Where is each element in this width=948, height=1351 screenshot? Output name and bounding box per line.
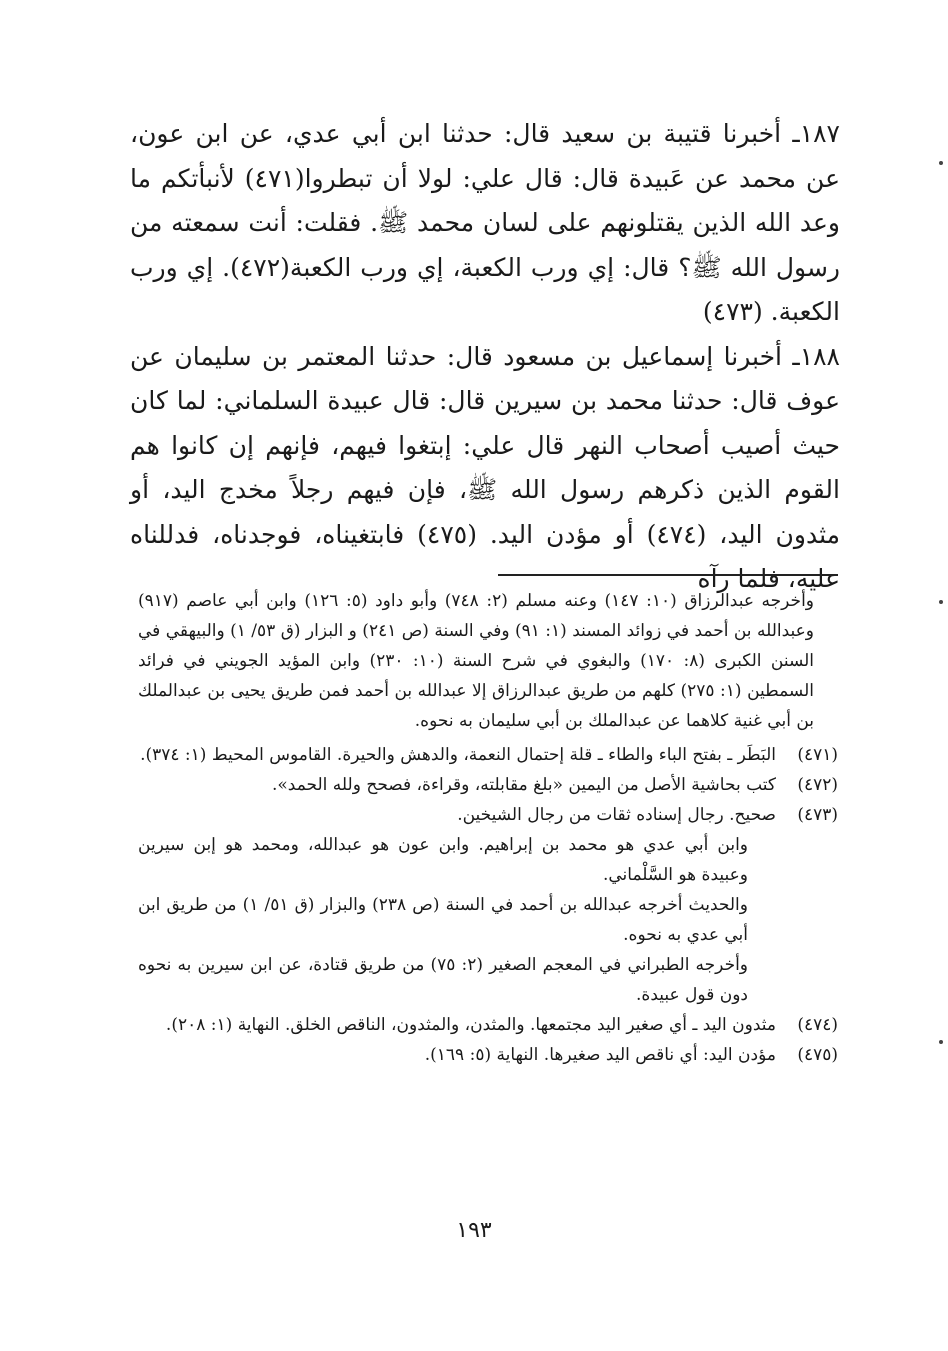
scan-speck xyxy=(939,161,943,165)
footnote-text: مثدون اليد ـ أي صغير اليد مجتمعها. والمثدن، والمثدون، الناقص الخلق. النهاية (١: ٢٠٨). xyxy=(165,1015,776,1035)
footnote-text: كتب بحاشية الأصل من اليمين «بلغ مقابلته، وقراءة، فصحح ولله الحمد». xyxy=(271,775,776,795)
footnote-474 xyxy=(138,1010,838,1040)
footnote-473-paragraph: وأخرجه الطبراني في المعجم الصغير (٢: ٧٥) من طريق قتادة، عن ابن سيرين به نحوه دون قول عبيدة. xyxy=(138,955,749,1005)
main-text xyxy=(130,112,840,602)
footnote-number: (٤٧٤) xyxy=(797,1015,838,1035)
scan-speck xyxy=(939,600,943,604)
footnote-text: البَطَر ـ بفتح الباء والطاء ـ قلة إحتمال النعمة، والدهش والحيرة. القاموس المحيط (١: ٣٧٤). xyxy=(140,745,776,765)
footnote-472 xyxy=(138,770,838,800)
footnote-text: مؤدن اليد: أي ناقص اليد صغيرها. النهاية (٥: ١٦٩). xyxy=(424,1045,776,1065)
page-number: ١٩٣ xyxy=(456,1218,492,1243)
footnote-number: (٤٧١) xyxy=(797,745,838,765)
footnote-473-paragraph: وابن أبي عدي هو محمد بن إبراهيم. وابن عون هو عبدالله، ومحمد هو إبن سيرين وعبيدة هو السَّلْماني. xyxy=(138,835,748,885)
footnote-separator xyxy=(498,574,838,576)
scan-speck xyxy=(939,1040,943,1044)
footnote-text: صحيح. رجال إسناده ثقات من رجال الشيخين. xyxy=(457,805,776,825)
footnote-number: (٤٧٥) xyxy=(797,1045,838,1065)
footnote-471 xyxy=(138,740,838,770)
hadith-188: ١٨٨ـ أخبرنا إسماعيل بن مسعود قال: حدثنا المعتمر بن سليمان عن عوف قال: حدثنا محمد بن سيرين قال: قال عبيدة السلماني: لما كان حيث أصيب أصحاب النهر قال علي: إبتغوا فيهم، فإنهم إن كانوا هم القوم الذين ذكرهم رسول الله ﷺ، فإن فيهم رجلاً مخدج اليد، أو مثدون اليد، (٤٧٤) أو مؤدن اليد. (٤٧٥) فابتغيناه، فوجدناه، فدللناه عليه، فلما رآه xyxy=(130,341,840,593)
footnote-continuation: وأخرجه عبدالرزاق (١٠: ١٤٧) وعنه مسلم (٢: ٧٤٨) وأبو داود (٥: ١٢٦) وابن أبي عاصم (٩١٧) وعبدالله بن أحمد في زوائد المسند (١: ٩١) وفي السنة (ص ٢٤١) و البزار (ق ٥٣/ ١) والبيهقي في السنن الكبرى (٨: ١٧٠) والبغوي في شرح السنة (١٠: ٢٣٠) وابن المؤيد الجويني في فرائد السمطين (١: ٢٧٥) كلهم من طريق عبدالرزاق إلا عبدالله بن أحمد فمن طريق يحيى بن عبدالملك بن أبي غنية كلاهما عن عبدالملك بن أبي سليمان به نحوه. xyxy=(138,591,815,731)
footnote-473 xyxy=(138,800,838,830)
footnote-number: (٤٧٢) xyxy=(797,775,838,795)
footnote-475 xyxy=(138,1040,838,1070)
hadith-187: ١٨٧ـ أخبرنا قتيبة بن سعيد قال: حدثنا ابن أبي عدي، عن ابن عون، عن محمد عن عَبيدة قال: قال علي: لولا أن تبطروا(٤٧١) لأنبأتكم ما وعد الله الذين يقتلونهم على لسان محمد ﷺ. فقلت: أنت سمعته من رسول الله ﷺ؟ قال: إي ورب الكعبة، إي ورب الكعبة(٤٧٢). إي ورب الكعبة. (٤٧٣) xyxy=(130,119,840,326)
footnotes xyxy=(138,586,838,1070)
footnote-number: (٤٧٣) xyxy=(797,805,838,825)
footnote-473-paragraph: والحديث أخرجه عبدالله بن أحمد في السنة (ص ٢٣٨) والبزار (ق ٥١/ ١) من طريق ابن أبي عدي به نحوه. xyxy=(138,895,748,945)
